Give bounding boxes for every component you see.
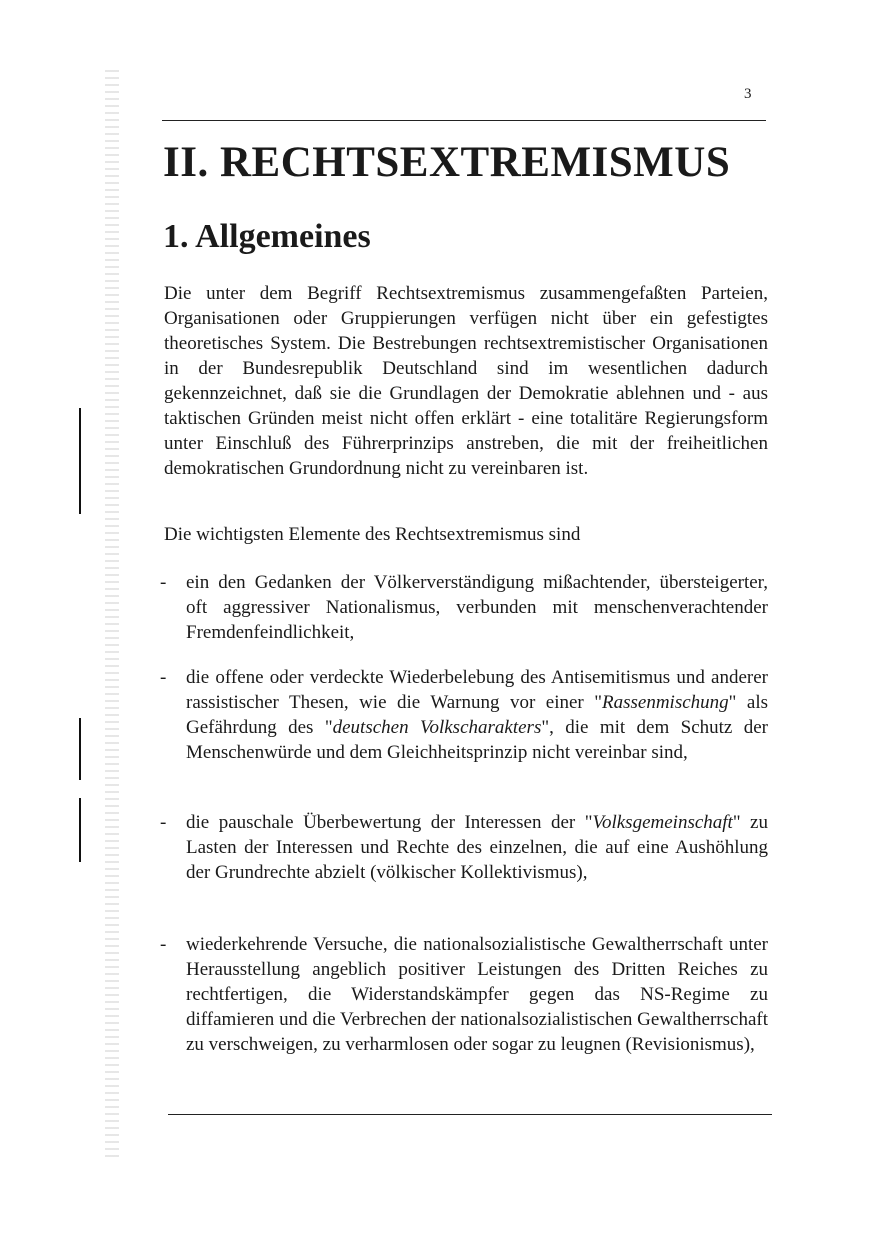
bullet-mark: - [160,934,167,955]
text-run: die pauschale Überbewertung der Interessen der " [186,812,593,833]
bullet-mark: - [160,572,167,593]
emphasized-term: Rassenmischung [602,692,729,713]
list-item-text [186,665,768,765]
header-rule [162,120,766,121]
margin-change-bar [79,798,81,862]
text-run: " zu Lasten der Interessen und Rechte des einzelnen, die auf eine Aushöhlung der Grundrechte abzielt (völkischer Kollektivismus), [186,812,768,883]
section-title: 1. Allgemeines [163,218,371,255]
intro-paragraph: Die unter dem Begriff Rechtsextremismus zusammengefaßten Parteien, Organisationen oder Gruppierungen verfügen nicht über ein gefestigtes theoretisches System. Die Bestrebungen rechtsextremistischer Organisationen in der Bundesrepublik Deutschland sind im wesentlichen dadurch gekennzeichnet, daß sie die Grundlagen der Demokratie ablehnen und - aus taktischen Gründen meist nicht offen erklärt - eine totalitäre Regierungsform unter Einschluß des Führerprinzips anstreben, die mit der freiheitlichen demokratischen Grundordnung nicht zu vereinbaren ist. [164,283,768,479]
text-run: wiederkehrende Versuche, die nationalsozialistische Gewaltherrschaft unter Herausstellung angeblich positiver Leistungen des Dritten Reiches zu rechtfertigen, die Widerstandskämpfer gegen das NS-Regime zu diffamieren und die Verbrechen der nationalsozialistischen Gewaltherrschaft zu verschweigen, zu verharmlosen oder sogar zu leugnen (Revisionismus), [186,934,768,1055]
text-run: " als Gefährdung des " [186,692,768,738]
list-intro: Die wichtigsten Elemente des Rechtsextremismus sind [164,524,581,545]
bullet-mark: - [160,812,167,833]
list-item-text [186,932,768,1057]
scan-edge-noise [105,70,119,1160]
text-run: die offene oder verdeckte Wiederbelebung des Antisemitismus und anderer rassistischer Thesen, wie die Warnung vor einer " [186,667,768,713]
margin-change-bar [79,408,81,514]
list-item-text [186,810,768,885]
margin-change-bar [79,718,81,780]
emphasized-term: Volksgemeinschaft [592,812,733,833]
text-run: ", die mit dem Schutz der Menschenwürde und dem Gleichheitsprinzip nicht vereinbar sind, [186,717,769,763]
chapter-title: II. RECHTSEXTREMISMUS [163,139,731,186]
emphasized-term: deutschen Volkscharakters [332,717,542,738]
bullet-mark: - [160,667,167,688]
text-run: ein den Gedanken der Völkerverständigung mißachtender, übersteigerter, oft aggressiver Nationalismus, verbunden mit menschenverachtender Fremdenfeindlichkeit, [186,572,768,643]
page-number: 3 [744,86,752,102]
footer-rule [168,1114,772,1115]
list-item-text [186,570,768,645]
